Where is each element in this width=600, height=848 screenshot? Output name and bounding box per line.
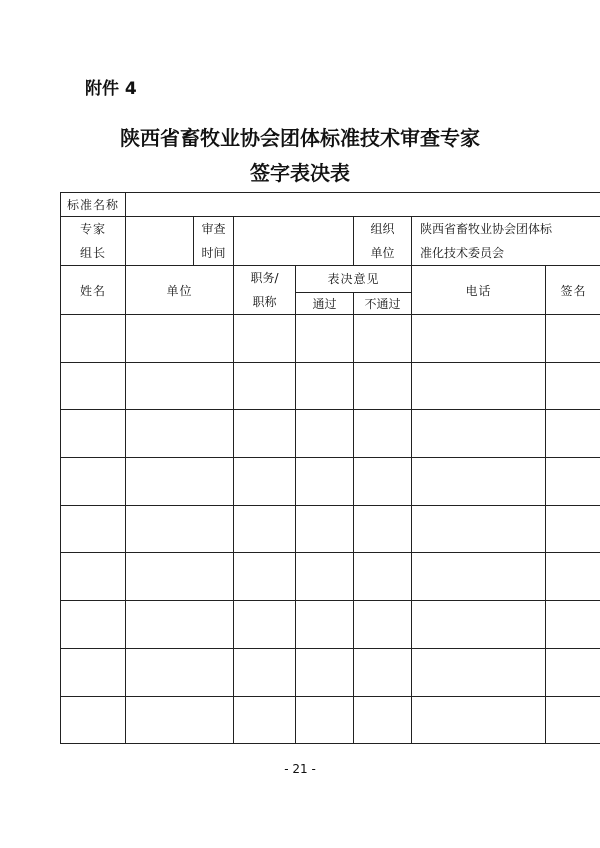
pass-cell[interactable] <box>296 362 354 410</box>
pass-cell[interactable] <box>296 601 354 649</box>
name-cell[interactable] <box>61 362 126 410</box>
phone-cell[interactable] <box>412 696 546 744</box>
position-cell[interactable] <box>234 505 296 553</box>
attachment-label: 附件 4 <box>85 79 137 99</box>
header-phone: 电话 <box>412 266 546 315</box>
position-cell[interactable] <box>234 458 296 506</box>
pass-cell[interactable] <box>296 696 354 744</box>
page-title: 陕西省畜牧业协会团体标准技术审查专家 <box>120 126 480 150</box>
unit-cell[interactable] <box>126 696 234 744</box>
unit-cell[interactable] <box>126 553 234 601</box>
name-cell[interactable] <box>61 410 126 458</box>
header-name: 姓名 <box>61 266 126 315</box>
table-row <box>61 505 600 553</box>
table-row <box>61 458 600 506</box>
name-cell[interactable] <box>61 648 126 696</box>
pass-cell[interactable] <box>296 315 354 363</box>
signature-cell[interactable] <box>546 362 600 410</box>
expert-leader-label: 专家 组长 <box>61 217 126 266</box>
position-cell[interactable] <box>234 601 296 649</box>
pass-cell[interactable] <box>296 410 354 458</box>
name-cell[interactable] <box>61 696 126 744</box>
header-vote: 表决意见 <box>296 266 412 293</box>
signature-cell[interactable] <box>546 553 600 601</box>
fail-cell[interactable] <box>354 648 412 696</box>
name-cell[interactable] <box>61 315 126 363</box>
signature-cell[interactable] <box>546 601 600 649</box>
unit-cell[interactable] <box>126 410 234 458</box>
org-unit-label: 组织 单位 <box>354 217 412 266</box>
position-cell[interactable] <box>234 648 296 696</box>
unit-cell[interactable] <box>126 505 234 553</box>
fail-cell[interactable] <box>354 601 412 649</box>
table-row <box>61 553 600 601</box>
org-unit-value: 陕西省畜牧业协会团体标 准化技术委员会 <box>412 217 600 266</box>
fail-cell[interactable] <box>354 410 412 458</box>
table-row <box>61 410 600 458</box>
position-cell[interactable] <box>234 696 296 744</box>
header-unit: 单位 <box>126 266 234 315</box>
standard-name-label: 标准名称 <box>61 193 126 217</box>
name-cell[interactable] <box>61 505 126 553</box>
fail-cell[interactable] <box>354 505 412 553</box>
unit-cell[interactable] <box>126 648 234 696</box>
fail-cell[interactable] <box>354 362 412 410</box>
unit-cell[interactable] <box>126 601 234 649</box>
table-row <box>61 648 600 696</box>
name-cell[interactable] <box>61 458 126 506</box>
name-cell[interactable] <box>61 601 126 649</box>
phone-cell[interactable] <box>412 362 546 410</box>
position-cell[interactable] <box>234 410 296 458</box>
pass-cell[interactable] <box>296 505 354 553</box>
review-time-label: 审查 时间 <box>194 217 234 266</box>
phone-cell[interactable] <box>412 410 546 458</box>
phone-cell[interactable] <box>412 315 546 363</box>
unit-cell[interactable] <box>126 458 234 506</box>
header-position: 职务/ 职称 <box>234 266 296 315</box>
phone-cell[interactable] <box>412 505 546 553</box>
fail-cell[interactable] <box>354 696 412 744</box>
signature-cell[interactable] <box>546 696 600 744</box>
position-cell[interactable] <box>234 553 296 601</box>
name-cell[interactable] <box>61 553 126 601</box>
phone-cell[interactable] <box>412 553 546 601</box>
page-subtitle: 签字表决表 <box>250 161 350 185</box>
phone-cell[interactable] <box>412 458 546 506</box>
header-fail: 不通过 <box>354 292 412 314</box>
standard-name-field[interactable] <box>126 193 600 217</box>
table-row <box>61 601 600 649</box>
fail-cell[interactable] <box>354 458 412 506</box>
signature-cell[interactable] <box>546 458 600 506</box>
table-row <box>61 362 600 410</box>
fail-cell[interactable] <box>354 553 412 601</box>
pass-cell[interactable] <box>296 458 354 506</box>
fail-cell[interactable] <box>354 315 412 363</box>
signature-cell[interactable] <box>546 315 600 363</box>
position-cell[interactable] <box>234 362 296 410</box>
phone-cell[interactable] <box>412 601 546 649</box>
header-signature: 签名 <box>546 266 600 315</box>
review-time-field[interactable] <box>234 217 354 266</box>
table-row <box>61 696 600 744</box>
pass-cell[interactable] <box>296 648 354 696</box>
signature-cell[interactable] <box>546 648 600 696</box>
table-row <box>61 315 600 363</box>
expert-leader-field[interactable] <box>126 217 194 266</box>
position-cell[interactable] <box>234 315 296 363</box>
unit-cell[interactable] <box>126 315 234 363</box>
phone-cell[interactable] <box>412 648 546 696</box>
pass-cell[interactable] <box>296 553 354 601</box>
signature-rows <box>61 315 600 744</box>
signature-cell[interactable] <box>546 505 600 553</box>
page-number: - 21 - <box>284 762 316 776</box>
header-pass: 通过 <box>296 292 354 314</box>
voting-form-table <box>60 192 600 744</box>
unit-cell[interactable] <box>126 362 234 410</box>
signature-cell[interactable] <box>546 410 600 458</box>
